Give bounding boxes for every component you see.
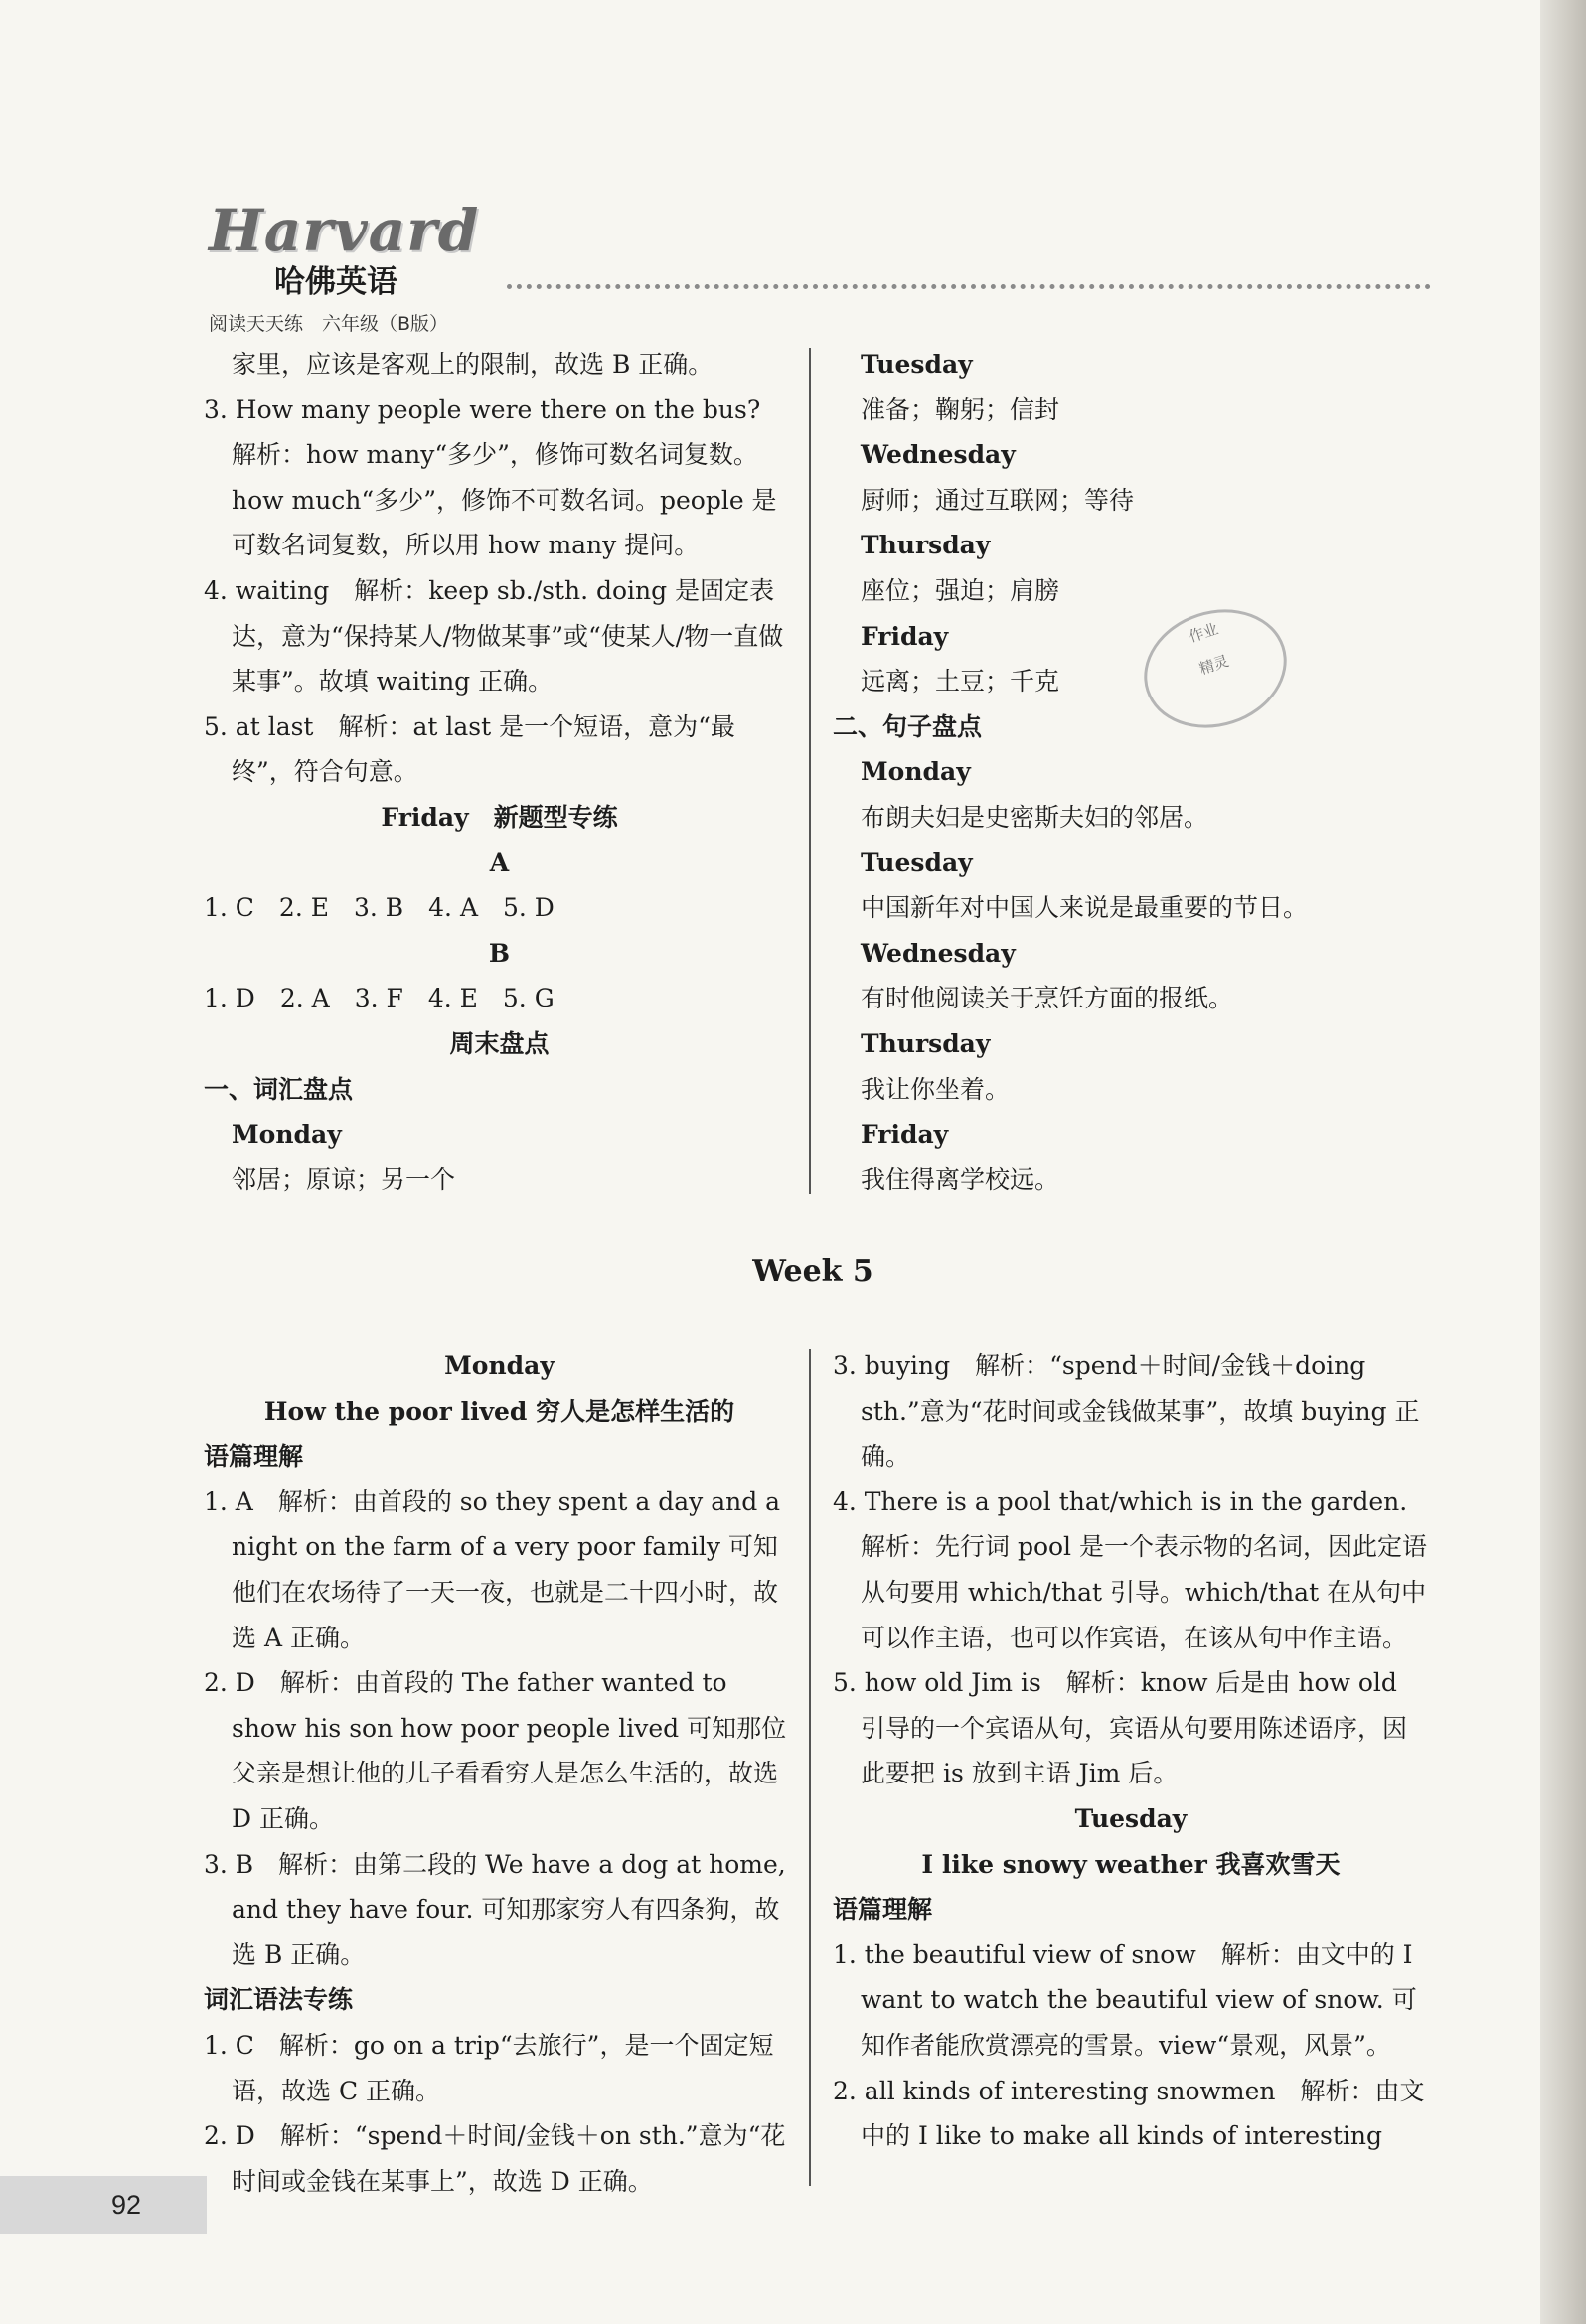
top-left-column <box>204 342 795 1202</box>
day-heading: Tuesday <box>1074 1803 1188 1833</box>
day-label: Tuesday <box>861 350 973 379</box>
logo-title: Harvard <box>209 197 480 264</box>
answer-item: 3. buying 解析：“spend＋时间/金钱＋doing sth.”意为“花时间或金钱做某事”，故填 buying 正确。 <box>833 1351 1420 1472</box>
answer-item: 2. D 解析：由首段的 The father wanted to show his son how poor people lived 可知那位父亲是想让他的儿子看看穷人是怎么生活的，故选 D 正确。 <box>204 1668 787 1833</box>
vocab-line: 厨师；通过互联网；等待 <box>861 485 1135 515</box>
harvard-logo <box>209 199 479 336</box>
sentence-line: 中国新年对中国人来说是最重要的节日。 <box>861 893 1309 923</box>
answer-row: 1. D 2. A 3. F 4. E 5. G <box>204 984 555 1013</box>
book-spine <box>1540 0 1586 2324</box>
subsection-heading: 语篇理解 <box>833 1895 933 1925</box>
day-label: Friday <box>861 621 949 651</box>
top-right-column <box>833 342 1429 1202</box>
day-label: Monday <box>232 1120 342 1150</box>
page-number: 92 <box>111 2190 142 2220</box>
bottom-right-column <box>833 1343 1429 2159</box>
answer-text: 家里，应该是客观上的限制，故选 B 正确。 <box>232 350 714 379</box>
column-divider-bottom <box>809 1349 811 2186</box>
day-label: Monday <box>861 757 971 787</box>
answer-text: 解析：how many“多少”，修饰可数名词复数。how much“多少”，修饰不可数名词。people 是可数名词复数，所以用 how many 提问。 <box>232 440 777 560</box>
day-label: Tuesday <box>861 848 973 877</box>
vocab-line: 准备；鞠躬；信封 <box>861 394 1060 424</box>
subsection-heading: 一、词汇盘点 <box>204 1074 354 1104</box>
day-label: Wednesday <box>861 938 1016 968</box>
sentence-line: 有时他阅读关于烹饪方面的报纸。 <box>861 984 1234 1013</box>
answer-item: 4. There is a pool that/which is in the garden. <box>833 1486 1408 1516</box>
answer-item: 2. all kinds of interesting snowmen 解析：由文中的 I like to make all kinds of interesting <box>833 2076 1425 2151</box>
sentence-line: 布朗夫妇是史密斯夫妇的邻居。 <box>861 802 1209 832</box>
page-number-tab <box>0 2176 207 2234</box>
answer-item: 1. the beautiful view of snow 解析：由文中的 I want to watch the beautiful view of snow. 可知作者能欣赏漂亮的雪景。view“景观，风景”。 <box>833 1939 1417 2060</box>
answer-item: 5. how old Jim is 解析：know 后是由 how old 引导的一个宾语从句，宾语从句要用陈述语序，因此要把 is 放到主语 Jim 后。 <box>833 1668 1408 1788</box>
week-title: Week 5 <box>752 1254 873 1289</box>
vocab-line: 邻居；原谅；另一个 <box>232 1164 456 1194</box>
section-heading: 周末盘点 <box>449 1028 550 1058</box>
day-heading: Monday <box>444 1351 555 1380</box>
answer-item: 1. C 解析：go on a trip“去旅行”，是一个固定短语，故选 C 正确。 <box>204 2030 774 2105</box>
subsection-heading: 二、句子盘点 <box>833 711 983 741</box>
answer-item: 3. B 解析：由第二段的 We have a dog at home, and they have four. 可知那家穷人有四条狗，故选 B 正确。 <box>204 1849 786 1969</box>
subsection-heading: 词汇语法专练 <box>204 1985 354 2015</box>
day-label: Thursday <box>861 531 991 560</box>
bottom-left-column <box>204 1343 795 2204</box>
day-label: Friday <box>861 1120 949 1150</box>
part-label: A <box>489 848 510 877</box>
vocab-line: 座位；强迫；肩膀 <box>861 575 1060 605</box>
sentence-line: 我住得离学校远。 <box>861 1164 1060 1194</box>
subsection-heading: 语篇理解 <box>204 1442 304 1472</box>
answer-item: 4. waiting 解析：keep sb./sth. doing 是固定表达，意为“保持某人/物做某事”或“使某人/物一直做某事”。故填 waiting 正确。 <box>204 575 784 697</box>
answer-item: 3. How many people were there on the bus? <box>204 394 761 424</box>
stamp-text: 作业 <box>1187 619 1221 647</box>
sentence-line: 我让你坐着。 <box>861 1074 1011 1104</box>
article-title: How the poor lived 穷人是怎样生活的 <box>263 1396 735 1426</box>
answer-item: 1. A 解析：由首段的 so they spent a day and a night on the farm of a very poor family 可知他们在农场待了一天一夜，也就是二十四小时，故选 A 正确。 <box>204 1486 781 1652</box>
part-label: B <box>488 938 511 968</box>
answer-item: 2. D 解析：“spend＋时间/金钱＋on sth.”意为“花时间或金钱在某事上”，故选 D 正确。 <box>204 2121 786 2196</box>
header-dotted-rule <box>507 284 1431 289</box>
stamp-text: 精灵 <box>1196 652 1231 679</box>
day-label: Thursday <box>861 1028 991 1058</box>
answer-row: 1. C 2. E 3. B 4. A 5. D <box>204 893 555 923</box>
article-title: I like snowy weather 我喜欢雪天 <box>921 1849 1341 1879</box>
day-label: Wednesday <box>861 440 1016 470</box>
logo-chinese-title: 哈佛英语 <box>274 264 397 300</box>
answer-text: 解析：先行词 pool 是一个表示物的名词，因此定语从句要用 which/that 引导。which/that 在从句中可以作主语，也可以作宾语，在该从句中作主语。 <box>861 1532 1427 1652</box>
column-divider-top <box>809 348 811 1194</box>
section-heading: Friday 新题型专练 <box>381 802 618 832</box>
vocab-line: 远离；土豆；千克 <box>861 667 1060 697</box>
book-subtitle: 阅读天天练 六年级（B版） <box>209 313 449 335</box>
answer-item: 5. at last 解析：at last 是一个短语，意为“最终”，符合句意。 <box>204 711 735 787</box>
